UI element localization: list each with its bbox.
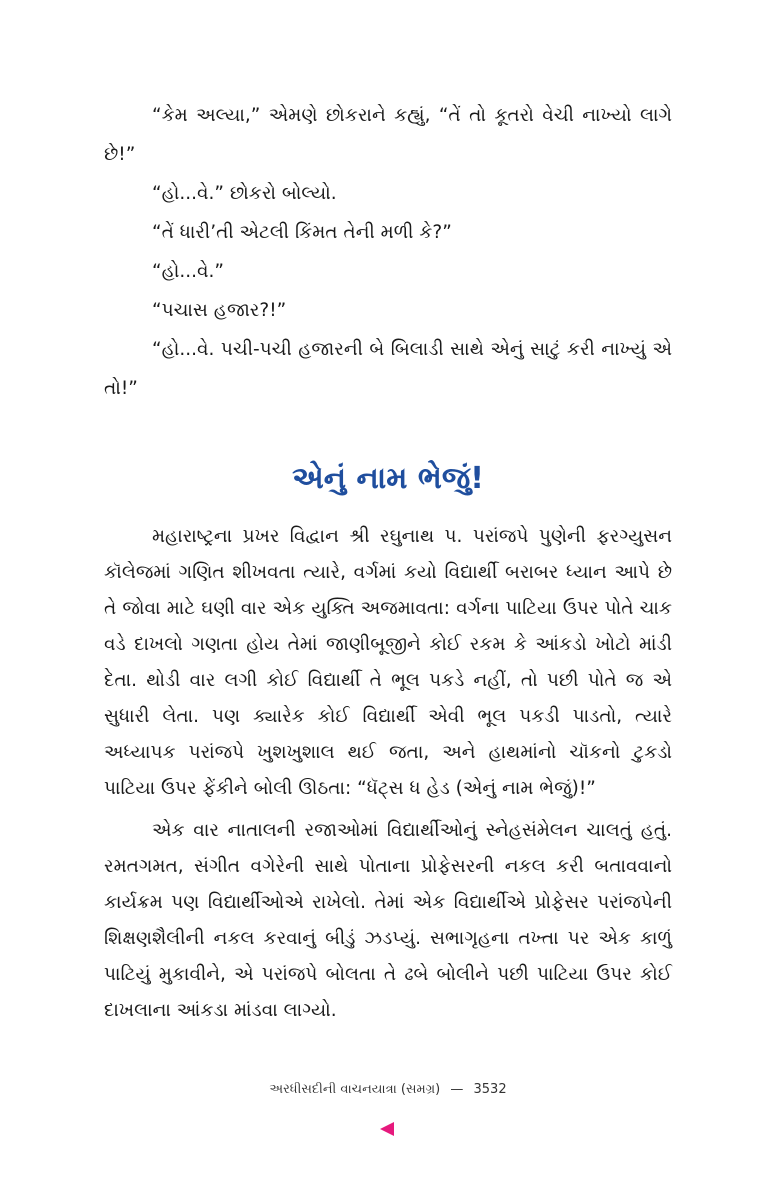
dialogue-paragraph: “પચાસ હજાર?!” [152,300,287,321]
story-top-text [104,96,672,408]
dialogue-paragraph: “કેમ અલ્યા,” એમણે છોકરાને કહ્યું, “તેં તો કૂતરો વેચી નાખ્યો લાગે છે!” [104,105,672,165]
book-title: અરધીસદીની વાચનયાત્રા (સમગ્ર) [269,1082,441,1097]
story-main-text [104,519,672,1029]
dialogue-paragraph: “હો...વે. પચી-પચી હજારની બે બિલાડી સાથે એનું સાટું કરી નાખ્યું એ તો!” [104,339,672,399]
section-heading: એનું નામ ભેજું! [292,461,484,496]
dialogue-paragraph: “હો...વે.” છોકરો બોલ્યો. [152,183,337,204]
page-footer [0,1080,776,1100]
footer-separator: — [450,1082,464,1097]
page-number: 3532 [473,1082,507,1097]
dialogue-paragraph: “તેં ધારી’તી એટલી કિંમત તેની મળી કે?” [152,222,452,243]
body-paragraph: મહારાષ્ટ્રના પ્રખર વિદ્વાન શ્રી રઘુનાથ પ. પરાંજપે પુણેની ફરગ્યુસન કૉલેજમાં ગણિત શીખવતા ત્યારે, વર્ગમાં કયો વિદ્યાર્થી બરાબર ધ્યાન આપે છે તે જોવા માટે ઘણી વાર એક યુક્તિ અજમાવતા: વર્ગના પાટિયા ઉપર પોતે ચાક વડે દાખલો ગણતા હોય તેમાં જાણીબૂજીને કોઈ રકમ કે આંકડો ખોટો માંડી દેતા. થોડી વાર લગી કોઈ વિદ્યાર્થી તે ભૂલ પકડે નહીં, તો પછી પોતે જ એ સુધારી લેતા. પણ ક્યારેક કોઈ વિદ્યાર્થી એવી ભૂલ પકડી પાડતો, ત્યારે અધ્યાપક પરાંજપે ખુશખુશાલ થઈ જતા, અને હાથમાંનો ચૉકનો ટુકડો પાટિયા ઉપર ફેંકીને બોલી ઊઠતા: “ધૅટ્સ ધ હેડ (એનું નામ ભેજું)!” [104,526,672,799]
triangle-left-icon[interactable] [380,1122,394,1136]
dialogue-paragraph: “હો...વે.” [152,261,224,282]
body-paragraph: એક વાર નાતાલની રજાઓમાં વિદ્યાર્થીઓનું સ્નેહસંમેલન ચાલતું હતું. રમતગમત, સંગીત વગેરેની સાથે પોતાના પ્રોફેસરની નકલ કરી બતાવવાનો કાર્યક્રમ પણ વિદ્યાર્થીઓએ રાખેલો. તેમાં એક વિદ્યાર્થીએ પ્રોફેસર પરાંજપેની શિક્ષણશૈલીની નકલ કરવાનું બીડું ઝડપ્યું. સભાગૃહના તખ્તા પર એક કાળું પાટિયું મુકાવીને, એ પરાંજપે બોલતા તે ઢબે બોલીને પછી પાટિયા ઉપર કોઈ દાખલાના આંકડા માંડવા લાગ્યો. [104,820,672,1021]
